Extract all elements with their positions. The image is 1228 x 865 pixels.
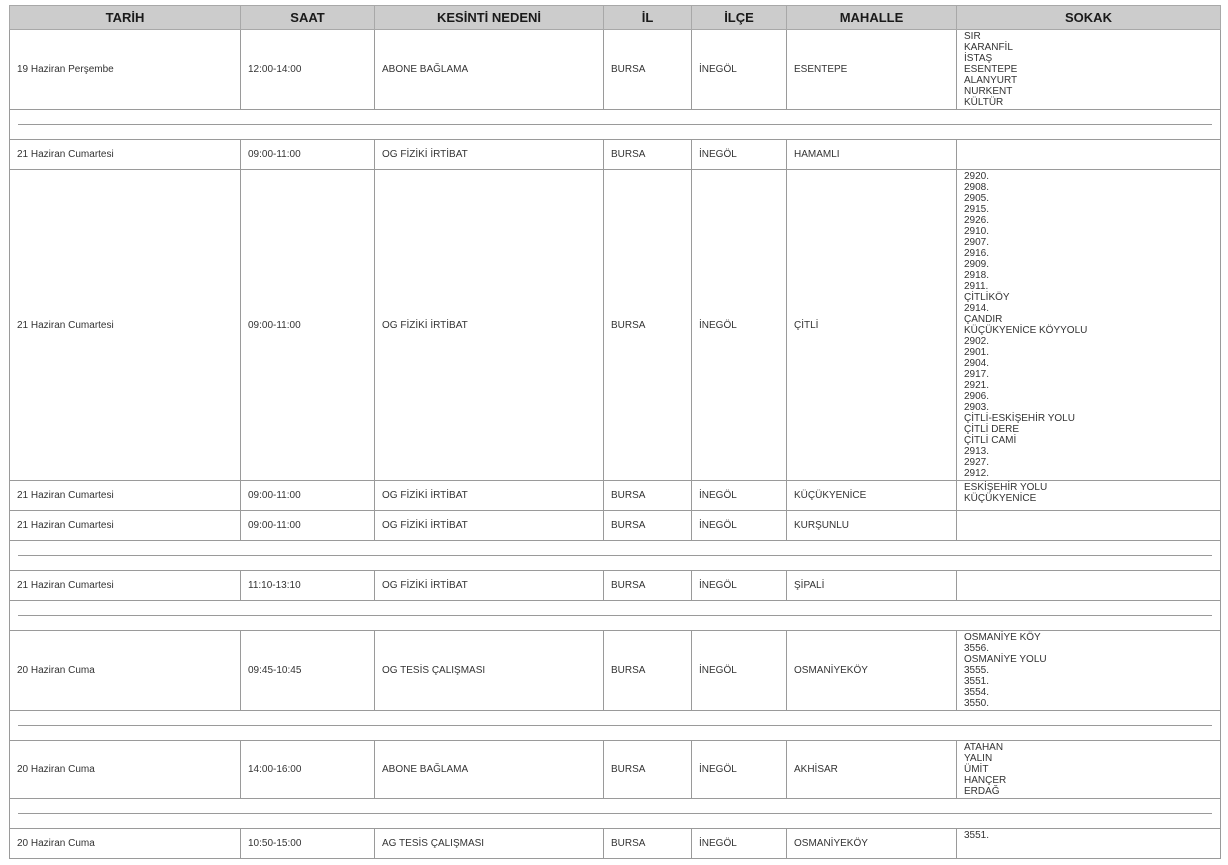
cell-kesinti-nedeni: ABONE BAĞLAMA	[375, 30, 604, 110]
street-name: 2908.	[964, 182, 990, 193]
cell-ilce: İNEGÖL	[692, 140, 787, 170]
street-name: 3551.	[964, 830, 990, 841]
street-name: ÇİTLİ-ESKİŞEHİR YOLU	[964, 413, 1075, 424]
cell-ilce: İNEGÖL	[692, 481, 787, 511]
cell-saat: 12:00-14:00	[241, 30, 375, 110]
street-name: 2913.	[964, 446, 990, 457]
street-name: KÜÇÜKYENİCE KÖYYOLU	[964, 325, 1088, 336]
table-body	[10, 30, 1221, 859]
table-row	[10, 829, 1221, 859]
street-name: ÇİTLİ DERE	[964, 424, 1020, 435]
cell-il: BURSA	[604, 481, 692, 511]
header-kesinti-nedeni: KESİNTİ NEDENİ	[375, 6, 604, 30]
street-name: ÇİTLİ CAMİ	[964, 435, 1017, 446]
cell-tarih: 21 Haziran Cumartesi	[10, 511, 241, 541]
street-name: 2901.	[964, 347, 990, 358]
street-name: 2909.	[964, 259, 990, 270]
cell-sokak	[957, 140, 1221, 170]
cell-kesinti-nedeni: OG FİZİKİ İRTİBAT	[375, 170, 604, 481]
separator-cell	[10, 799, 1221, 829]
cell-mahalle: ÇİTLİ	[787, 170, 957, 481]
street-name: 3554.	[964, 687, 990, 698]
cell-sokak	[957, 741, 1221, 799]
street-name: ÜMİT	[964, 764, 989, 775]
street-name: ATAHAN	[964, 742, 1004, 753]
separator-cell	[10, 711, 1221, 741]
cell-ilce: İNEGÖL	[692, 741, 787, 799]
street-name: 2912.	[964, 468, 990, 479]
street-name: NURKENT	[964, 86, 1013, 97]
cell-mahalle: KURŞUNLU	[787, 511, 957, 541]
cell-mahalle: OSMANİYEKÖY	[787, 829, 957, 859]
street-name: 3555.	[964, 665, 990, 676]
separator-cell	[10, 110, 1221, 140]
cell-ilce: İNEGÖL	[692, 511, 787, 541]
cell-ilce: İNEGÖL	[692, 829, 787, 859]
street-name: 2914.	[964, 303, 990, 314]
table-row	[10, 631, 1221, 711]
street-name: 2910.	[964, 226, 990, 237]
cell-kesinti-nedeni: OG FİZİKİ İRTİBAT	[375, 511, 604, 541]
cell-kesinti-nedeni: OG FİZİKİ İRTİBAT	[375, 140, 604, 170]
cell-tarih: 21 Haziran Cumartesi	[10, 571, 241, 601]
cell-sokak	[957, 631, 1221, 711]
street-name: KÜLTÜR	[964, 97, 1004, 108]
cell-mahalle: ESENTEPE	[787, 30, 957, 110]
cell-tarih: 21 Haziran Cumartesi	[10, 481, 241, 511]
divider	[18, 813, 1212, 814]
cell-mahalle: KÜÇÜKYENİCE	[787, 481, 957, 511]
cell-il: BURSA	[604, 631, 692, 711]
cell-saat: 09:00-11:00	[241, 481, 375, 511]
street-name: ESKİŞEHİR YOLU	[964, 482, 1048, 493]
cell-ilce: İNEGÖL	[692, 30, 787, 110]
header-ilce: İLÇE	[692, 6, 787, 30]
header-row	[10, 6, 1221, 30]
separator-row	[10, 799, 1221, 829]
street-name: 3551.	[964, 676, 990, 687]
cell-tarih: 20 Haziran Cuma	[10, 829, 241, 859]
cell-il: BURSA	[604, 741, 692, 799]
cell-kesinti-nedeni: AG TESİS ÇALIŞMASI	[375, 829, 604, 859]
cell-il: BURSA	[604, 30, 692, 110]
outage-table	[9, 5, 1221, 859]
street-name: 2926.	[964, 215, 990, 226]
cell-kesinti-nedeni: OG TESİS ÇALIŞMASI	[375, 631, 604, 711]
cell-tarih: 20 Haziran Cuma	[10, 741, 241, 799]
cell-sokak	[957, 511, 1221, 541]
street-name: 2921.	[964, 380, 990, 391]
cell-il: BURSA	[604, 829, 692, 859]
cell-il: BURSA	[604, 511, 692, 541]
street-name: KARANFİL	[964, 42, 1013, 53]
cell-mahalle: AKHİSAR	[787, 741, 957, 799]
street-name: 2916.	[964, 248, 990, 259]
street-name: ESENTEPE	[964, 64, 1018, 75]
street-name: 2903.	[964, 402, 990, 413]
cell-tarih: 21 Haziran Cumartesi	[10, 170, 241, 481]
divider	[18, 725, 1212, 726]
table-header	[10, 6, 1221, 30]
street-name: ÇİTLİKÖY	[964, 292, 1010, 303]
street-name: 2915.	[964, 204, 990, 215]
cell-tarih: 21 Haziran Cumartesi	[10, 140, 241, 170]
separator-cell	[10, 601, 1221, 631]
street-name: HANÇER	[964, 775, 1007, 786]
cell-ilce: İNEGÖL	[692, 571, 787, 601]
table-row	[10, 170, 1221, 481]
street-name: 2918.	[964, 270, 990, 281]
table-row	[10, 140, 1221, 170]
divider	[18, 555, 1212, 556]
street-name: OSMANİYE KÖY	[964, 632, 1041, 643]
street-name: SIR	[964, 31, 981, 42]
header-mahalle: MAHALLE	[787, 6, 957, 30]
header-tarih: TARİH	[10, 6, 241, 30]
cell-ilce: İNEGÖL	[692, 170, 787, 481]
street-name: 2920.	[964, 171, 990, 182]
cell-sokak	[957, 829, 1221, 859]
cell-kesinti-nedeni: OG FİZİKİ İRTİBAT	[375, 481, 604, 511]
street-name: ERDAĞ	[964, 786, 1000, 797]
divider	[18, 124, 1212, 125]
street-name: 2902.	[964, 336, 990, 347]
street-name: OSMANİYE YOLU	[964, 654, 1047, 665]
header-saat: SAAT	[241, 6, 375, 30]
cell-saat: 09:00-11:00	[241, 170, 375, 481]
cell-saat: 11:10-13:10	[241, 571, 375, 601]
cell-saat: 14:00-16:00	[241, 741, 375, 799]
divider	[18, 615, 1212, 616]
street-name: 2927.	[964, 457, 990, 468]
separator-row	[10, 110, 1221, 140]
cell-il: BURSA	[604, 571, 692, 601]
cell-il: BURSA	[604, 140, 692, 170]
cell-sokak	[957, 481, 1221, 511]
table-row	[10, 571, 1221, 601]
separator-row	[10, 601, 1221, 631]
street-name: YALIN	[964, 753, 993, 764]
street-name: ALANYURT	[964, 75, 1018, 86]
cell-sokak	[957, 571, 1221, 601]
street-name: ÇANDIR	[964, 314, 1003, 325]
street-name: 2911.	[964, 281, 989, 292]
cell-tarih: 19 Haziran Perşembe	[10, 30, 241, 110]
cell-kesinti-nedeni: ABONE BAĞLAMA	[375, 741, 604, 799]
separator-row	[10, 541, 1221, 571]
cell-ilce: İNEGÖL	[692, 631, 787, 711]
street-name: 2917.	[964, 369, 990, 380]
street-name: 3550.	[964, 698, 990, 709]
cell-il: BURSA	[604, 170, 692, 481]
street-name: İSTAŞ	[964, 53, 993, 64]
street-name: 3556.	[964, 643, 990, 654]
cell-kesinti-nedeni: OG FİZİKİ İRTİBAT	[375, 571, 604, 601]
cell-tarih: 20 Haziran Cuma	[10, 631, 241, 711]
street-name: 2906.	[964, 391, 990, 402]
table-row	[10, 30, 1221, 110]
street-name: 2907.	[964, 237, 990, 248]
table-row	[10, 741, 1221, 799]
cell-mahalle: ŞİPALİ	[787, 571, 957, 601]
cell-mahalle: HAMAMLI	[787, 140, 957, 170]
header-il: İL	[604, 6, 692, 30]
header-sokak: SOKAK	[957, 6, 1221, 30]
separator-row	[10, 711, 1221, 741]
cell-sokak	[957, 30, 1221, 110]
street-name: 2905.	[964, 193, 990, 204]
table-row	[10, 481, 1221, 511]
cell-saat: 10:50-15:00	[241, 829, 375, 859]
table-row	[10, 511, 1221, 541]
separator-cell	[10, 541, 1221, 571]
cell-saat: 09:00-11:00	[241, 140, 375, 170]
street-name: KÜÇÜKYENİCE	[964, 493, 1037, 504]
cell-mahalle: OSMANİYEKÖY	[787, 631, 957, 711]
cell-sokak	[957, 170, 1221, 481]
street-name: 2904.	[964, 358, 990, 369]
cell-saat: 09:00-11:00	[241, 511, 375, 541]
cell-saat: 09:45-10:45	[241, 631, 375, 711]
